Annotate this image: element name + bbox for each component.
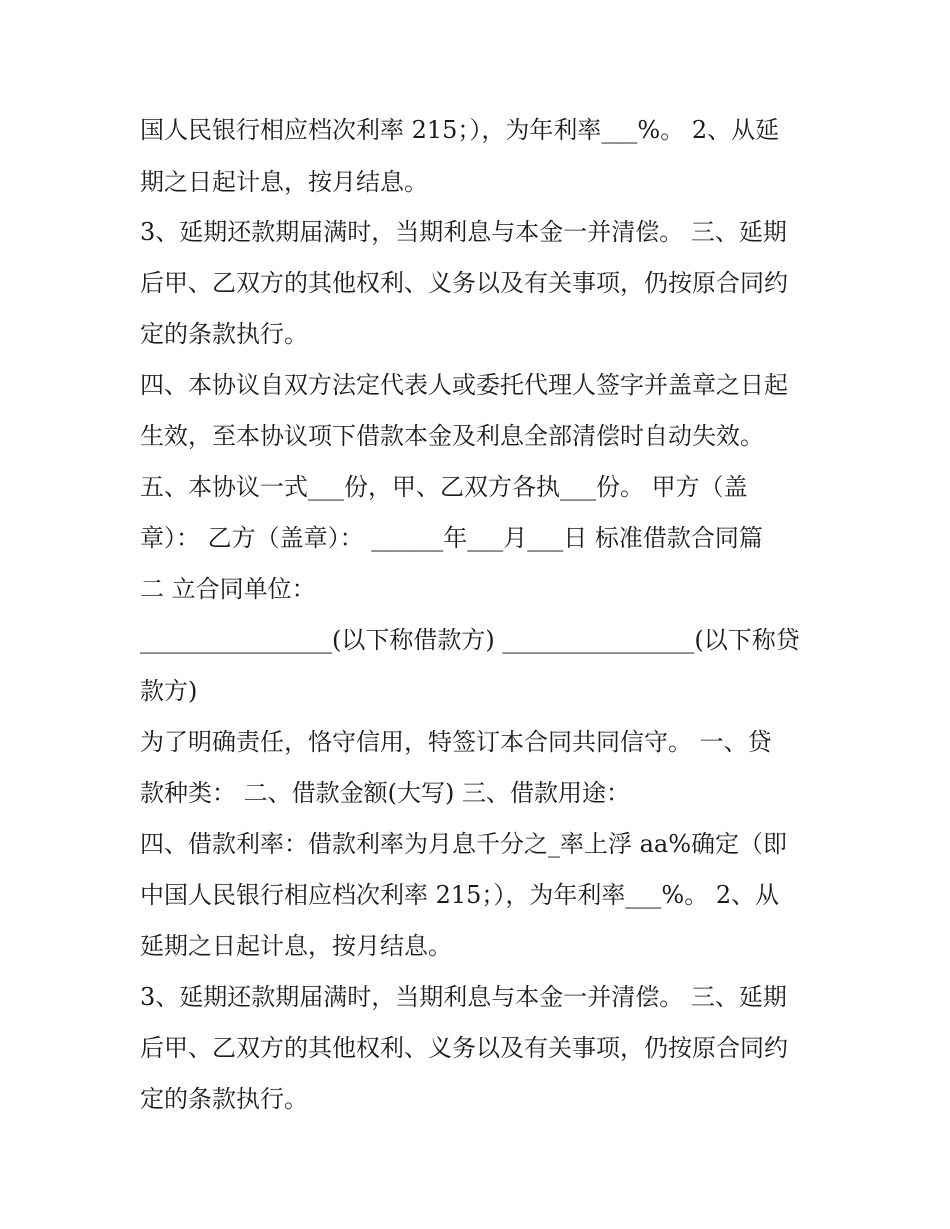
text-line: 款种类： 二、借款金额(大写) 三、借款用途： [140,779,630,807]
text-line: 国人民银行相应档次利率 215；），为年利率___%。 2、从延 [140,116,780,144]
text-line: 期之日起计息，按月结息。 [140,168,428,196]
text-line: 中国人民银行相应档次利率 215；），为年利率___%。 2、从 [140,881,780,909]
text-line: 章）： 乙方（盖章）： ______年___月___日 标准借款合同篇 [140,524,763,552]
text-line: 为了明确责任，恪守信用，特签订本合同共同信守。 一、贷 [140,728,772,756]
text-line: 四、本协议自双方法定代表人或委托代理人签字并盖章之日起 [140,371,788,399]
text-line: 延期之日起计息，按月结息。 [140,932,452,960]
text-line: 二 立合同单位： [140,575,316,603]
text-line: 后甲、乙双方的其他权利、义务以及有关事项，仍按原合同约 [140,269,788,297]
text-line: 定的条款执行。 [140,320,308,348]
text-line: 四、借款利率：借款利率为月息千分之_率上浮 aa%确定（即 [140,830,788,858]
text-line: ________________(以下称借款方) ________________(以下称贷 [140,626,800,654]
text-line: 3、延期还款期届满时，当期利息与本金一并清偿。 三、延期 [140,218,787,246]
text-line: 后甲、乙双方的其他权利、义务以及有关事项，仍按原合同约 [140,1034,788,1062]
text-line: 生效，至本协议项下借款本金及利息全部清偿时自动失效。 [140,422,764,450]
text-line: 五、本协议一式___份，甲、乙双方各执___份。 甲方（盖 [140,473,748,501]
text-line: 款方) [140,677,198,705]
text-line: 3、延期还款期届满时，当期利息与本金一并清偿。 三、延期 [140,983,787,1011]
text-line: 定的条款执行。 [140,1085,308,1113]
